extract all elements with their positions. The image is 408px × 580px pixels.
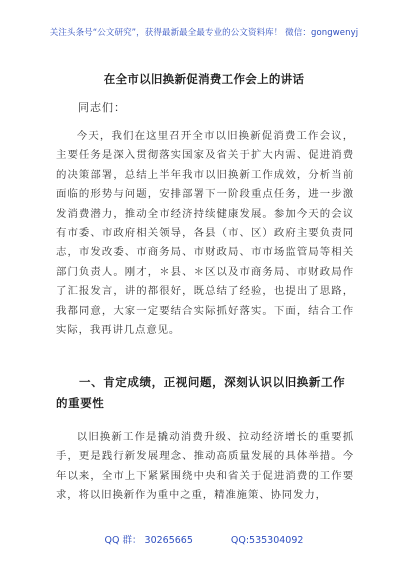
salutation: 同志们： xyxy=(78,101,126,114)
footer xyxy=(0,532,408,546)
paragraph-2: 以旧换新工作是撬动消费升级、拉动经济增长的重要抓手，更是践行新发展理念、推动高质量发展的具体举措。今年以来，全市上下紧紧围绕中央和省关于促进消费的工作要求，将以旧换新作为重中之重，精准施策、协同发力， xyxy=(56,431,354,502)
document-title: 在全市以旧换新促消费工作会上的讲话 xyxy=(103,72,305,86)
footer-qq-group: QQ 群： 30265665 xyxy=(104,535,193,546)
footer-qq-contact: QQ:535304092 xyxy=(230,535,304,546)
header-banner: 关注头条号“公文研究”，获得最新最全最专业的公文资料库！ 微信：gongwenyj xyxy=(49,28,359,38)
paragraph-1: 今天，我们在这里召开全市以旧换新促消费工作会议，主要任务是深入贯彻落实国家及省关于扩大内需、促进消费的决策部署，总结上半年我市以旧换新工作成效，分析当前面临的形势与问题，安排部署下一阶段重点任务，进一步激发消费潜力，推动全市经济持续健康发展。参加今天的会议有市委、市政府相关领导，各县（市、区）政府主要负责同志，市发改委、市商务局、市财政局、市市场监管局等相关部门负责人。刚才，＊县、＊区以及市商务局、市财政局作了汇报发言，讲的都很好，既总结了经验，也提出了思路，我都同意，大家一定要结合实际抓好落实。下面，结合工作实际，我再讲几点意见。 xyxy=(56,130,354,337)
section-heading-1: 一、肯定成绩，正视问题，深刻认识以旧换新工作的重要性 xyxy=(56,375,346,410)
